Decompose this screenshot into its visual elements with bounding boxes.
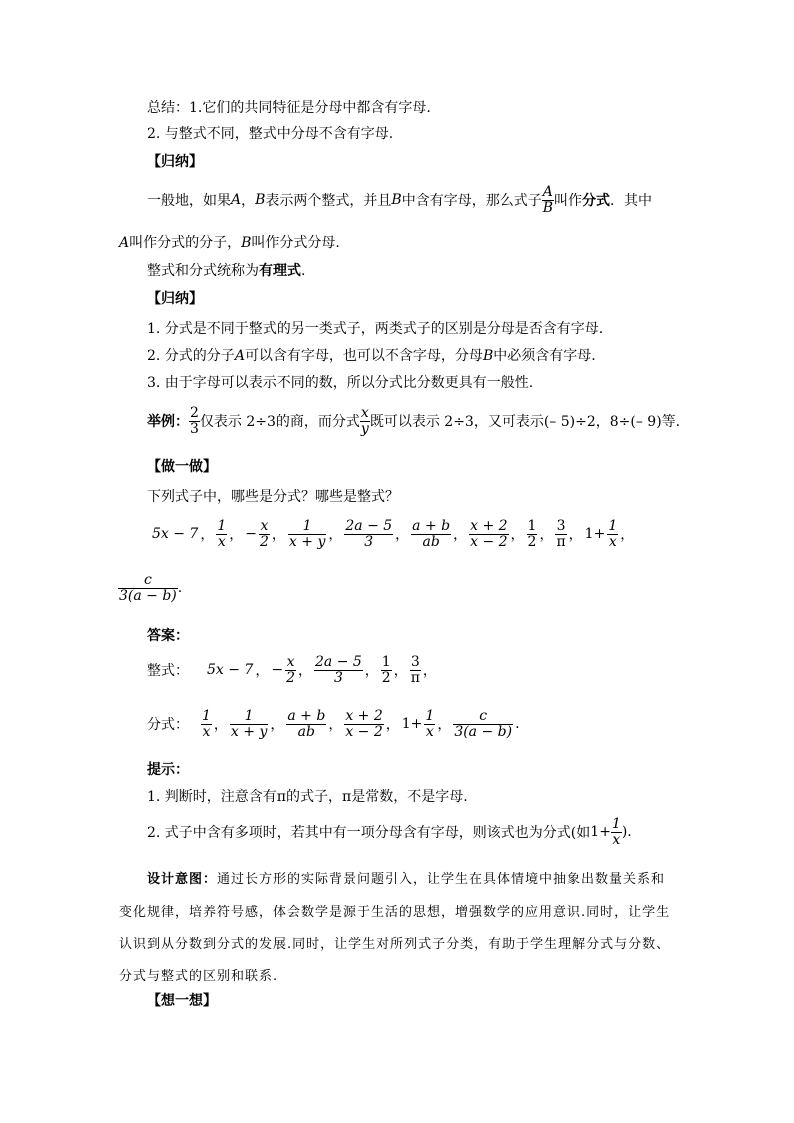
fraction-denominator: x xyxy=(217,533,226,550)
fraction-denominator: x + y xyxy=(288,533,326,550)
fraction-numerator: 2a − 5 xyxy=(315,653,362,670)
fraction-numerator: 1 xyxy=(217,517,227,534)
definition-text-a: 一般地，如果 xyxy=(147,193,231,209)
fraction-numerator: 1 xyxy=(202,707,211,724)
fraction-label: 分式： xyxy=(147,717,189,733)
separator: ， xyxy=(270,717,285,733)
separator: ， xyxy=(437,717,452,733)
separator: ， xyxy=(213,717,228,733)
separator: ， xyxy=(453,527,468,543)
fraction-denominator: π xyxy=(556,533,566,550)
design-intent-line-3: 认识到从分数到分式的发展.同时，让学生对所列式子分类，有助于学生理解分式与分数、 xyxy=(119,937,671,952)
fraction-denominator: y xyxy=(360,420,369,437)
expression: 5x − 7 xyxy=(152,526,199,542)
fraction xyxy=(381,655,392,685)
fraction xyxy=(344,709,383,739)
fraction-numerator: 2a − 5 xyxy=(345,517,393,534)
fraction-denominator: x xyxy=(608,533,617,550)
separator: ， xyxy=(620,527,635,543)
fraction xyxy=(118,573,178,603)
fraction-denominator: x + y xyxy=(230,723,268,740)
fraction xyxy=(611,817,622,847)
expression-list xyxy=(152,514,634,554)
fraction-numerator: a + b xyxy=(287,707,326,724)
fraction-denominator: 2 xyxy=(527,533,537,550)
fraction xyxy=(607,519,618,549)
definition-text-e: ．其中 xyxy=(610,193,653,209)
fraction-numerator: 1 xyxy=(425,707,435,724)
summary-line-2: 2. 与整式不同，整式中分母不含有字母. xyxy=(147,126,394,142)
fraction-denominator: 2 xyxy=(260,533,269,550)
hint-text: 2. 式子中含有多项时，若其中有一项分母含有字母，则该式也为分式(如 xyxy=(147,825,591,841)
fraction xyxy=(230,709,268,739)
rational-expression-line xyxy=(147,260,305,280)
fraction-denominator: x xyxy=(425,723,434,740)
variable-B: B xyxy=(482,348,494,364)
section-heading-practice: 【做一做】 xyxy=(147,459,217,475)
fraction-denominator: 3 xyxy=(364,533,374,550)
answer-polynomials xyxy=(147,650,437,690)
variable-B: B xyxy=(255,192,266,208)
definition-text-b: 表示两个整式，并且 xyxy=(265,193,392,209)
summary-line-1: 总结：1.它们的共同特征是分母中都含有字母. xyxy=(147,100,431,116)
fraction-A-over-B xyxy=(542,185,554,215)
fraction-numerator: 1 xyxy=(527,517,537,534)
fraction-denominator: 3 xyxy=(190,420,199,437)
definition-paragraph xyxy=(147,182,652,218)
fraction-numerator: 1 xyxy=(381,653,391,670)
variable-B: B xyxy=(391,192,402,208)
fraction-denominator: 3(a − b) xyxy=(119,587,177,604)
separator: ， xyxy=(510,527,525,543)
design-intent-line-2: 变化规律，培养符号感，体会数学是源于生活的思想，增强数学的应用意识.同时，让学生 xyxy=(119,905,671,920)
fraction-numerator: x + 2 xyxy=(470,517,508,534)
summary-item-1: 1. 分式是不同于整式的另一类式子，两类式子的区别是分母是否含有字母. xyxy=(147,321,604,337)
separator: ， xyxy=(539,527,554,543)
fraction xyxy=(259,519,270,549)
separator: ， xyxy=(271,527,286,543)
fraction-numerator: 2 xyxy=(190,404,199,421)
answer-fractions xyxy=(147,704,520,744)
variable-A: A xyxy=(119,235,130,251)
period: . xyxy=(177,580,183,596)
separator: ， xyxy=(568,527,583,543)
fraction xyxy=(201,709,212,739)
separator: ， xyxy=(364,663,379,679)
design-intent-label: 设计意图： xyxy=(147,872,218,887)
fraction-denominator: 3 xyxy=(333,669,343,686)
fraction-numerator: c xyxy=(453,709,513,725)
fraction-numerator: x xyxy=(260,517,269,534)
variable-B: B xyxy=(241,235,252,251)
one-plus: 1+ xyxy=(401,716,423,732)
minus-sign: − xyxy=(245,526,257,542)
fraction-numerator: 1 xyxy=(230,709,268,725)
fraction-denominator: x − 2 xyxy=(470,533,508,550)
fraction-denominator: ab xyxy=(422,533,440,550)
separator: ， xyxy=(255,663,270,679)
separator: ， xyxy=(200,527,215,543)
example-text-a: 仅表示 2÷3的商，而分式 xyxy=(199,414,360,430)
separator: ， xyxy=(385,717,400,733)
one-plus: 1+ xyxy=(584,526,606,542)
separator: ， xyxy=(328,527,343,543)
summary-item-2 xyxy=(147,345,596,365)
term-fraction: 分式 xyxy=(582,193,611,209)
fraction xyxy=(344,519,393,549)
example-paragraph xyxy=(147,402,680,440)
example-text-b: 既可以表示 2÷3，又可表示(– 5)÷2，8÷(– 9)等. xyxy=(369,414,681,430)
separator: ， xyxy=(422,663,437,679)
separator: ， xyxy=(395,527,410,543)
fraction-denominator: x − 2 xyxy=(345,723,383,740)
fraction-numerator: 3 xyxy=(410,653,420,670)
fraction-denominator: B xyxy=(542,199,554,216)
fraction-numerator: x xyxy=(286,653,295,670)
fraction xyxy=(527,519,538,549)
expression-list-continued xyxy=(118,568,182,608)
item2-text-a: 2. 分式的分子 xyxy=(147,348,235,364)
fraction-numerator: 1 xyxy=(608,517,618,534)
definition-text-f: 叫作分式的分子， xyxy=(129,235,242,251)
fraction-numerator: x + 2 xyxy=(345,707,383,724)
separator: ， xyxy=(393,663,408,679)
one-plus: 1+ xyxy=(590,824,611,840)
rational-text: 整式和分式统称为 xyxy=(147,263,259,279)
fraction xyxy=(469,519,508,549)
answer-label: 答案： xyxy=(147,628,189,644)
definition-paragraph-2 xyxy=(119,232,340,252)
definition-text-d: 叫作 xyxy=(554,193,583,209)
fraction-2-over-3 xyxy=(189,406,200,436)
minus-sign: − xyxy=(271,662,284,678)
fraction xyxy=(424,709,435,739)
fraction xyxy=(314,655,363,685)
section-heading-summary-1: 【归纳】 xyxy=(147,154,203,170)
fraction-numerator: 1 xyxy=(288,519,326,535)
fraction-numerator: 3 xyxy=(556,517,566,534)
fraction-denominator: 2 xyxy=(381,669,391,686)
fraction xyxy=(285,655,296,685)
fraction xyxy=(288,519,326,549)
fraction-denominator: ab xyxy=(297,723,315,740)
hint-text-end: ). xyxy=(621,824,632,840)
fraction xyxy=(216,519,227,549)
fraction-denominator: x xyxy=(612,831,621,848)
period: . xyxy=(515,716,520,732)
expression: 5x − 7 xyxy=(207,662,254,678)
fraction-denominator: 3(a − b) xyxy=(454,723,513,740)
design-intent-text: 通过长方形的实际背景问题引入，让学生在具体情境中抽象出数量关系和 xyxy=(217,872,666,887)
fraction-numerator: A xyxy=(542,183,553,200)
fraction-numerator: c xyxy=(118,573,178,589)
definition-text-c: 中含有字母，那么式子 xyxy=(401,193,542,209)
item2-text-b: 可以含有字母，也可以不含字母，分母 xyxy=(244,348,483,364)
example-label: 举例： xyxy=(147,414,189,430)
fraction-denominator: 2 xyxy=(286,669,295,686)
fraction xyxy=(555,519,566,549)
fraction-numerator: x xyxy=(360,404,369,421)
item2-text-c: 中必须含有字母. xyxy=(493,348,596,364)
hint-item-2 xyxy=(147,812,632,852)
practice-question: 下列式子中，哪些是分式？哪些是整式？ xyxy=(147,489,399,505)
design-intent-line-1 xyxy=(147,868,665,887)
term-rational: 有理式 xyxy=(259,263,301,279)
fraction xyxy=(453,709,513,739)
separator: ， xyxy=(328,717,343,733)
fraction xyxy=(410,655,421,685)
fraction-x-over-y xyxy=(360,406,370,436)
variable-A: A xyxy=(234,348,245,364)
hint-label: 提示： xyxy=(147,762,189,778)
section-heading-think: 【想一想】 xyxy=(147,993,217,1009)
separator: ， xyxy=(298,663,312,679)
hint-item-1: 1. 判断时，注意含有π的式子，π是常数，不是字母. xyxy=(147,789,468,805)
polynomial-label: 整式： xyxy=(147,663,189,679)
fraction xyxy=(411,519,451,549)
period: . xyxy=(301,263,306,279)
fraction-denominator: π xyxy=(410,669,420,686)
fraction-numerator: a + b xyxy=(412,517,451,534)
fraction-numerator: 1 xyxy=(611,815,621,832)
fraction-denominator: x xyxy=(202,723,211,740)
section-heading-summary-2: 【归纳】 xyxy=(147,291,203,307)
separator: ， xyxy=(241,193,256,209)
fraction xyxy=(286,709,326,739)
design-intent-line-4: 分式与整式的区别和联系. xyxy=(119,969,279,984)
separator: ， xyxy=(229,527,244,543)
variable-A: A xyxy=(231,192,242,208)
summary-item-3: 3. 由于字母可以表示不同的数，所以分式比分数更具有一般性. xyxy=(147,375,534,391)
definition-text-g: 叫作分式分母. xyxy=(251,235,340,251)
